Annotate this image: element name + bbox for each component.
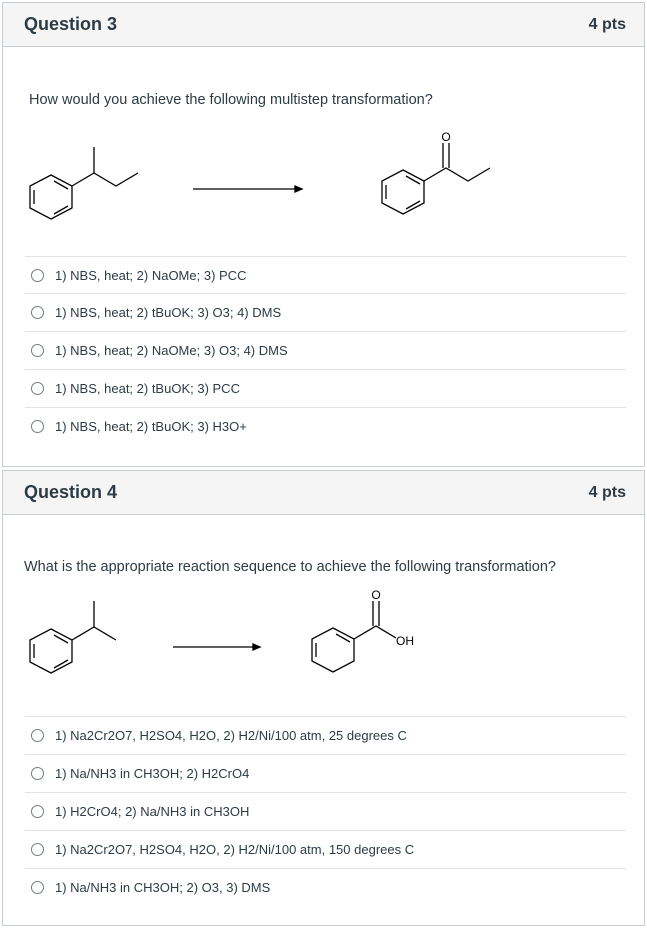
radio-button[interactable] bbox=[31, 767, 44, 780]
answer-option[interactable] bbox=[25, 716, 626, 754]
answer-option[interactable] bbox=[25, 256, 626, 293]
reaction-scheme bbox=[3, 589, 463, 679]
question-title: Question 4 bbox=[24, 482, 118, 502]
answer-label: 1) Na/NH3 in CH3OH; 2) O3, 3) DMS bbox=[55, 880, 271, 895]
question-points: 4 pts bbox=[588, 483, 626, 501]
answer-label: 1) NBS, heat; 2) NaOMe; 3) PCC bbox=[55, 267, 247, 283]
answer-label: 1) NBS, heat; 2) tBuOK; 3) PCC bbox=[55, 381, 240, 396]
question-text: What is the appropriate reaction sequence to achieve the following transformation? bbox=[24, 559, 556, 575]
answer-option[interactable] bbox=[25, 407, 626, 445]
question-3-card bbox=[2, 2, 645, 467]
answer-option[interactable] bbox=[25, 830, 626, 868]
answer-label: 1) NBS, heat; 2) NaOMe; 3) O3; 4) DMS bbox=[55, 343, 288, 358]
radio-button[interactable] bbox=[31, 269, 44, 282]
answer-option[interactable] bbox=[25, 369, 626, 407]
question-text: How would you achieve the following multistep transformation? bbox=[29, 92, 433, 108]
radio-button[interactable] bbox=[31, 729, 44, 742]
question-4-card bbox=[2, 470, 645, 926]
radio-button[interactable] bbox=[31, 382, 44, 395]
reaction-arrow bbox=[173, 644, 260, 650]
answer-label: 1) Na2Cr2O7, H2SO4, H2O, 2) H2/Ni/100 atm, 25 degrees C bbox=[55, 728, 407, 743]
product-hydroxyl-label: OH bbox=[396, 634, 414, 648]
answer-list bbox=[25, 256, 626, 445]
radio-button[interactable] bbox=[31, 344, 44, 357]
answer-option[interactable] bbox=[25, 754, 626, 792]
answer-option[interactable] bbox=[25, 792, 626, 830]
product-molecule bbox=[382, 143, 490, 214]
reaction-scheme bbox=[3, 131, 523, 221]
product-oxygen-label: O bbox=[441, 131, 451, 144]
answer-option[interactable] bbox=[25, 331, 626, 369]
radio-button[interactable] bbox=[31, 420, 44, 433]
question-title: Question 3 bbox=[24, 14, 118, 34]
question-header bbox=[3, 471, 644, 515]
answer-list bbox=[25, 716, 626, 906]
answer-label: 1) NBS, heat; 2) tBuOK; 3) H3O+ bbox=[55, 419, 247, 434]
reaction-arrow bbox=[193, 186, 302, 192]
question-header bbox=[3, 3, 644, 47]
radio-button[interactable] bbox=[31, 306, 44, 319]
answer-label: 1) NBS, heat; 2) tBuOK; 3) O3; 4) DMS bbox=[55, 305, 282, 320]
answer-label: 1) H2CrO4; 2) Na/NH3 in CH3OH bbox=[55, 804, 250, 819]
starting-material bbox=[30, 601, 116, 673]
radio-button[interactable] bbox=[31, 881, 44, 894]
radio-button[interactable] bbox=[31, 805, 44, 818]
starting-material bbox=[30, 147, 138, 219]
product-molecule bbox=[312, 601, 396, 672]
answer-label: 1) Na/NH3 in CH3OH; 2) H2CrO4 bbox=[55, 766, 250, 781]
product-oxygen-label: O bbox=[371, 589, 381, 602]
answer-option[interactable] bbox=[25, 868, 626, 906]
answer-option[interactable] bbox=[25, 293, 626, 331]
radio-button[interactable] bbox=[31, 843, 44, 856]
answer-label: 1) Na2Cr2O7, H2SO4, H2O, 2) H2/Ni/100 atm, 150 degrees C bbox=[55, 842, 415, 857]
question-points: 4 pts bbox=[588, 15, 626, 33]
